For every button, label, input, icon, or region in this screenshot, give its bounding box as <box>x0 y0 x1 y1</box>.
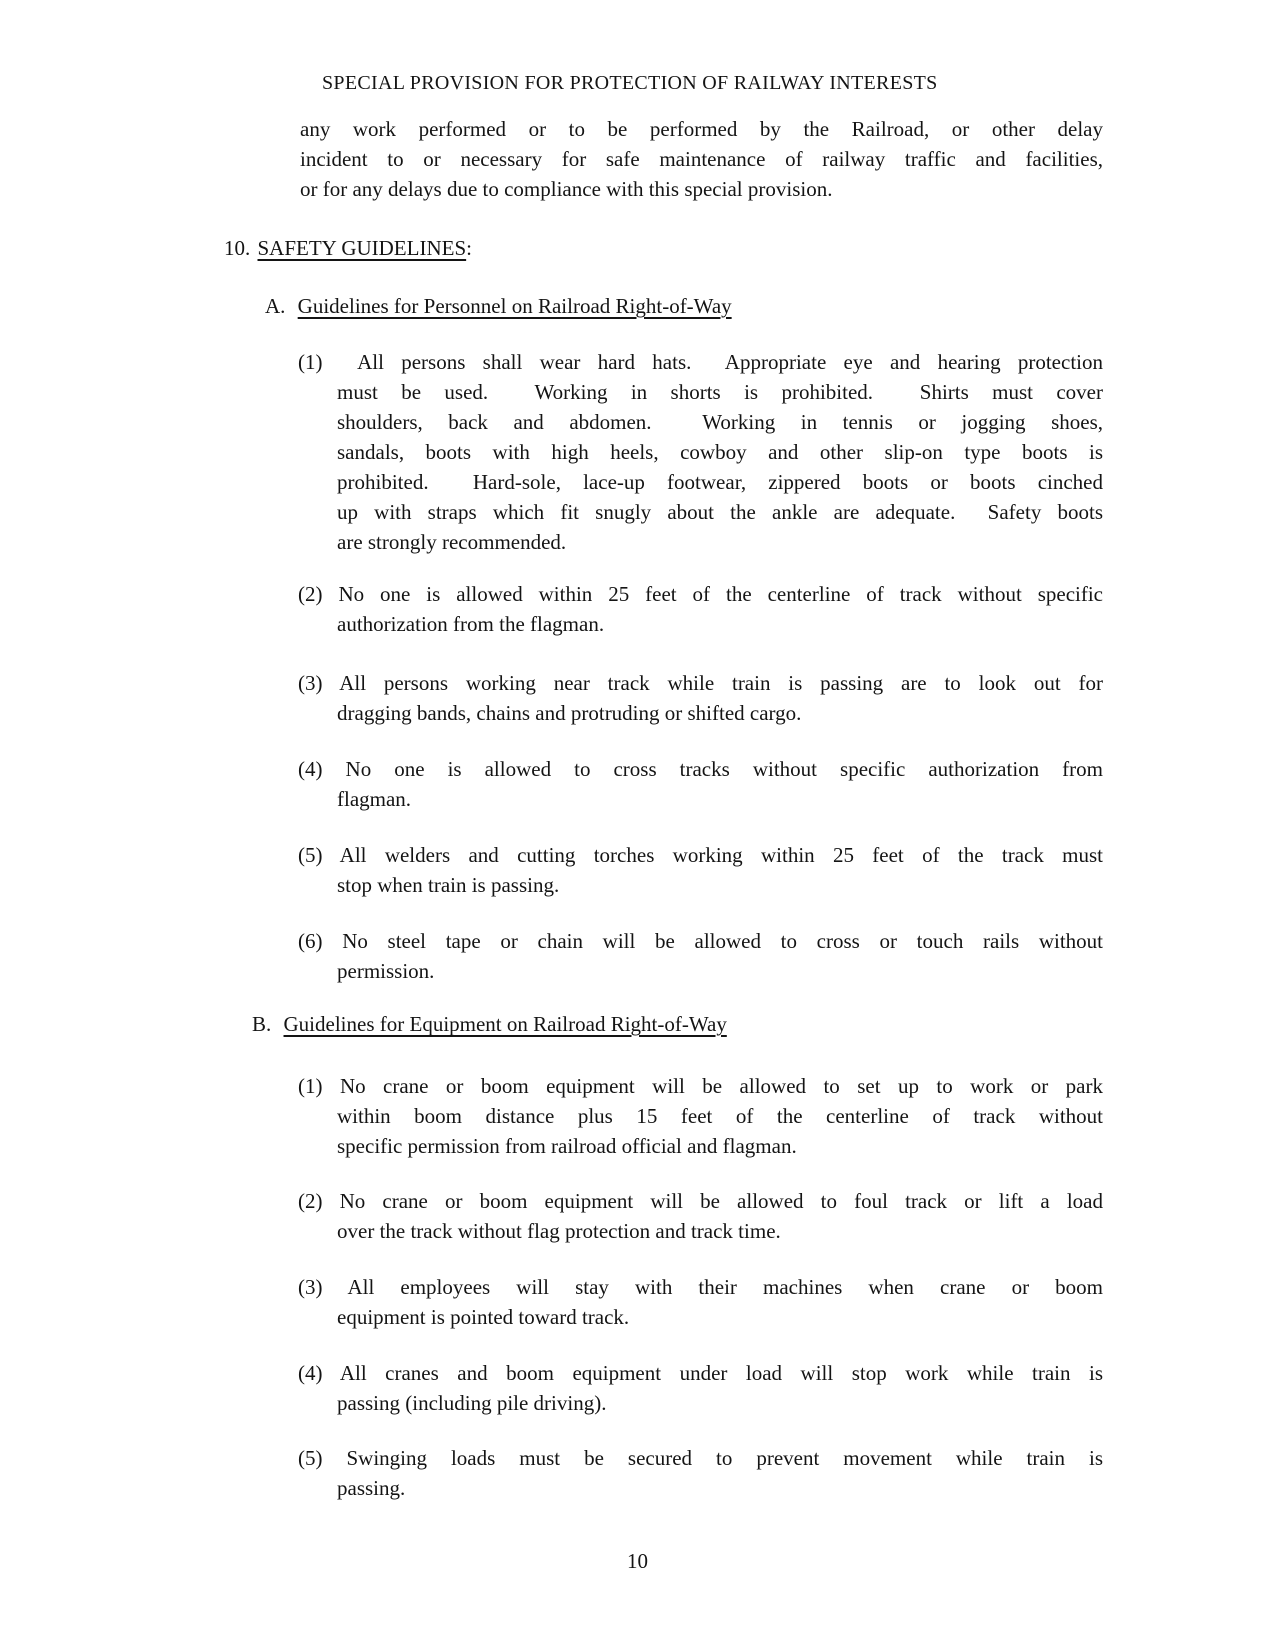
item-line: within boom distance plus 15 feet of the centerline of track without <box>337 1104 1103 1128</box>
paragraph-line: incident to or necessary for safe maintenance of railway traffic and facilities, <box>300 147 1103 171</box>
section-title: SAFETY GUIDELINES <box>257 236 467 260</box>
item-number: (5) <box>298 843 323 867</box>
item-line: up with straps which fit snugly about the ankle are adequate. Safety boots <box>337 500 1103 524</box>
item-number: (3) <box>298 1275 323 1299</box>
item-line: permission. <box>337 959 435 983</box>
list-item <box>298 1186 1103 1246</box>
item-first-line <box>298 926 1103 956</box>
subsection-heading-a <box>265 291 732 321</box>
item-number: (3) <box>298 671 323 695</box>
item-line: No crane or boom equipment will be allowed to foul track or lift a load <box>339 1189 1103 1213</box>
section-colon: : <box>466 236 472 260</box>
item-line: equipment is pointed toward track. <box>337 1305 630 1329</box>
item-first-line <box>298 1358 1103 1388</box>
paragraph-line: or for any delays due to compliance with this special provision. <box>300 177 833 201</box>
section-number: 10. <box>224 236 251 260</box>
item-line: over the track without flag protection and track time. <box>337 1219 781 1243</box>
list-item <box>298 668 1103 728</box>
item-number: (2) <box>298 1189 323 1213</box>
item-line: No crane or boom equipment will be allowed to set up to work or park <box>339 1074 1103 1098</box>
item-number: (2) <box>298 582 323 606</box>
subsection-title: Guidelines for Equipment on Railroad Right-of-Way <box>283 1012 727 1036</box>
item-number: (5) <box>298 1446 323 1470</box>
item-first-line <box>298 1186 1103 1216</box>
subsection-letter: A. <box>265 294 286 318</box>
item-line: authorization from the flagman. <box>337 612 605 636</box>
list-item <box>298 1443 1103 1503</box>
subsection-letter: B. <box>252 1012 272 1036</box>
item-line: specific permission from railroad official and flagman. <box>337 1134 797 1158</box>
list-item <box>298 840 1103 900</box>
item-line: flagman. <box>337 787 412 811</box>
subsection-title: Guidelines for Personnel on Railroad Right-of-Way <box>297 294 732 318</box>
item-number: (1) <box>298 350 323 374</box>
item-first-line <box>298 1272 1103 1302</box>
list-item <box>298 926 1103 986</box>
item-number: (4) <box>298 1361 323 1385</box>
item-line: All cranes and boom equipment under load will stop work while train is <box>339 1361 1103 1385</box>
list-item <box>298 1071 1103 1161</box>
item-number: (4) <box>298 757 323 781</box>
item-number: (6) <box>298 929 323 953</box>
item-line: passing (including pile driving). <box>337 1391 607 1415</box>
item-line: prohibited. Hard-sole, lace-up footwear, zippered boots or boots cinched <box>337 470 1103 494</box>
item-line: are strongly recommended. <box>337 530 567 554</box>
item-first-line <box>298 1071 1103 1101</box>
item-line: All persons shall wear hard hats. Appropriate eye and hearing protection <box>339 350 1103 374</box>
item-line: Swinging loads must be secured to prevent movement while train is <box>346 1446 1103 1470</box>
item-line: dragging bands, chains and protruding or shifted cargo. <box>337 701 802 725</box>
item-line: sandals, boots with high heels, cowboy and other slip-on type boots is <box>337 440 1103 464</box>
item-line: All persons working near track while train is passing are to look out for <box>339 671 1103 695</box>
item-first-line <box>298 754 1103 784</box>
item-number: (1) <box>298 1074 323 1098</box>
list-item <box>298 1272 1103 1332</box>
item-first-line <box>298 1443 1103 1473</box>
list-item <box>298 1358 1103 1418</box>
item-line: No one is allowed within 25 feet of the centerline of track without specific <box>338 582 1104 606</box>
item-line: No one is allowed to cross tracks without specific authorization from <box>345 757 1103 781</box>
item-line: passing. <box>337 1476 406 1500</box>
item-line: must be used. Working in shorts is prohibited. Shirts must cover <box>337 380 1103 404</box>
list-item <box>298 754 1103 814</box>
section-heading <box>224 233 472 263</box>
item-line: shoulders, back and abdomen. Working in tennis or jogging shoes, <box>337 410 1103 434</box>
list-item <box>298 347 1103 557</box>
page-title: SPECIAL PROVISION FOR PROTECTION OF RAILWAY INTERESTS <box>322 72 938 94</box>
item-line: No steel tape or chain will be allowed to cross or touch rails without <box>342 929 1104 953</box>
item-first-line <box>298 668 1103 698</box>
item-line: stop when train is passing. <box>337 873 560 897</box>
list-item <box>298 579 1103 639</box>
item-line: All welders and cutting torches working within 25 feet of the track must <box>339 843 1103 867</box>
page-number: 10 <box>627 1549 648 1573</box>
item-line: All employees will stay with their machines when crane or boom <box>347 1275 1104 1299</box>
paragraph-line: any work performed or to be performed by the Railroad, or other delay <box>300 117 1103 141</box>
intro-paragraph <box>300 114 1103 204</box>
item-first-line <box>298 840 1103 870</box>
item-first-line <box>298 579 1103 609</box>
subsection-heading-b <box>252 1009 727 1039</box>
item-first-line <box>298 347 1103 377</box>
